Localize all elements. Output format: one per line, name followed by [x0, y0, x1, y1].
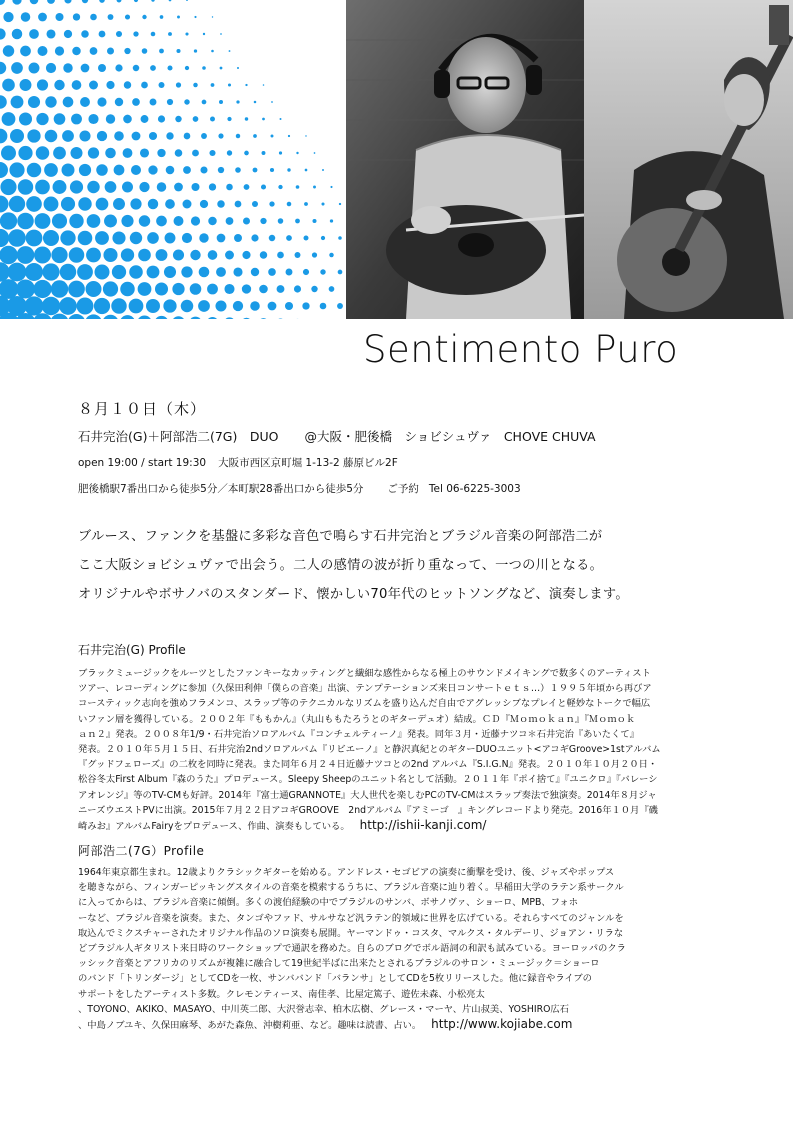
bio-line: のバンド「トリンダージ」としてCDを一枚、サンババンド「バランサ」としてCDを5枚リリースした。他に録音やライブの [78, 973, 592, 985]
venue-address: 大阪市西区京町堀 1-13-2 藤原ビル2F [218, 457, 398, 469]
classical-guitarist-photo [584, 0, 793, 319]
intro-line: オリジナルやボサノバのスタンダード、懐かしい70年代のヒットソングなど、演奏します。 [78, 587, 629, 602]
concert-title: Sentimento Puro [363, 328, 679, 371]
bio-line: 発表。２０１０年５月１５日、石井完治2ndソロアルバム『リビエーノ』と静沢真紀とのギターDUOユニット<アコギGroove>1stアルバム [78, 744, 661, 756]
ishii-url-link[interactable]: http://ishii-kanji.com/ [359, 818, 487, 833]
concert-date: ８月１０日（木） [78, 400, 207, 418]
bio-line: 『グッドフェローズ』の二枚を同時に発表。また同年６月２４日近藤ナツコとの2nd アルバム『S.I.G.N』発表。２０１０年１０月２０日・ [78, 759, 658, 771]
reservation-tel[interactable]: Tel 06-6225-3003 [428, 483, 521, 495]
bio-line-last [78, 1017, 718, 1033]
access-line [78, 481, 521, 496]
bio-line: 、TOYONO、AKIKO、MASAYO、中川英二郎、大沢誉志幸、柏木広樹、グレース・マーヤ、片山叔美、YOSHIRO広石 [78, 1003, 569, 1015]
bio-line: ーなど、ブラジル音楽を演奏。また、タンゴやファド、サルサなど汎ラテン的領域に世界を広げている。それらすべてのジャンルを [78, 912, 624, 924]
bio-line: コースティック志向を強めフラメンコ、スラップ等のテクニカルなリズムを盛り込んだ自由でアグレッシブなプレイと軽妙なトークで幅広 [78, 698, 651, 710]
intro-text [78, 528, 718, 615]
concert-time: open 19:00 / start 19:30 [78, 457, 207, 469]
venue-place: @大阪・肥後橋 ショビシュヴァ CHOVE CHUVA [304, 429, 596, 444]
bio-line: 、中島ノブユキ、久保田麻琴、あがた森魚、沖樹莉亜、など。趣味は読書、占い。 [78, 1020, 422, 1032]
performers-line [78, 427, 622, 445]
bio-line: ッシック音楽とアフリカのリズムが複雑に融合して19世紀半ばに出来たとされるブラジルのサロン・ミュージック＝ショーロ [78, 958, 600, 970]
time-address-line [78, 455, 398, 470]
bio-line: ブラックミュージックをルーツとしたファンキーなカッティングと繊細な感性からなる極上のサウンドメイキングで数多くのアーティスト [78, 668, 651, 679]
abe-url-link[interactable]: http://www.kojiabe.com [431, 1017, 573, 1032]
intro-line: ここ大阪ショビシュヴァで出会う。二人の感情の波が折り重なって、一つの川となる。 [78, 558, 604, 573]
bio-line: 1964年東京都生まれ。12歳よりクラシックギターを始める。アンドレス・セゴビアの演奏に衝撃を受け、後、ジャズやポップス [78, 867, 615, 878]
bio-line: 取込んでミクスチャーされたオリジナル作品のソロ演奏も展開。ヤーマンドゥ・コスタ、マルクス・タルデーリ、ジョアン・リラな [78, 927, 624, 939]
bio-line: に入ってからは、ブラジル音楽に傾倒。多くの渡伯経験の中でブラジルのサンバ、ボサノヴァ、ショーロ、MPB、フォホ [78, 897, 579, 909]
bio-line: ツアー、レコーディングに参加（久保田利伸「僕らの音楽」出演、テンプテーションズ来日コンサートｅｔｓ…）１９９５年頃から再びア [78, 683, 652, 695]
bio-line: どブラジル人ギタリスト来日時のワークショップで通訳を務めた。自らのブログでボル語詞の和訳も試みている。ヨーロッパのクラ [78, 943, 626, 955]
bio-line: 崎みお』アルバムFairyをプロデュース、作曲、演奏もしている。 [78, 821, 350, 833]
bio-line-last [78, 818, 718, 834]
reservation-label: ご予約 [387, 483, 419, 495]
bio-line: を聴きながら、フィンガーピッキングスタイルの音楽を模索するうちに、ブラジル音楽に辿り着く。早稲田大学のラテン系サークル [78, 882, 624, 894]
ishii-profile-body [78, 666, 718, 834]
intro-line: ブルース、ファンクを基盤に多彩な音色で鳴らす石井完治とブラジル音楽の阿部浩二が [78, 529, 603, 544]
bio-line: アオレンジ』等のTV-CMも好評。2014年『富士通GRANNOTE』大人世代を楽しむPCのTV-CMはスラップ奏法で独演奏。2014年８月ジャ [78, 789, 657, 801]
abe-profile-body [78, 865, 718, 1033]
ishii-profile-heading: 石井完治(G) Profile [78, 643, 186, 657]
bio-line: ニーズウエストPVに出演。2015年７月２２日アコギGROOVE 2ndアルバム『アミーゴ 』キングレコードより発売。2016年１０月『磯 [78, 804, 658, 816]
guitarist-headphones-photo [346, 0, 584, 319]
abe-profile-heading: 阿部浩二(7G）Profile [78, 844, 205, 858]
bio-line: ａｎ２』発表。２００８年1/9・石井完治ソロアルバム『コンチェルティーノ』発表。同年３月・近藤ナツコ＊石井完治『あいたくて』 [78, 728, 639, 740]
access-directions: 肥後橋駅7番出口から徒歩5分／本町駅28番出口から徒歩5分 [78, 483, 364, 495]
bio-line: サポートをしたアーティスト多数。クレモンティーヌ、南佳孝、比屋定篤子、遊佐未森、小松亮太 [78, 988, 485, 1000]
performers: 石井完治(G)＋阿部浩二(7G) DUO [78, 429, 279, 444]
bio-line: いファン層を獲得している。２００２年『ももかん』（丸山ももたろうとのギターデュオ）結成。ＣＤ『Ｍｏｍｏｋａｎ』『Ｍｏｍｏｋ [78, 713, 636, 725]
bio-line: 松谷冬太First Album『森のうた』プロデュース。Sleepy Sheepのユニット名として活動。２０１１年『ポイ捨て』『ユニクロ』『バレーシ [78, 774, 658, 786]
halftone-dot-pattern [0, 0, 346, 319]
